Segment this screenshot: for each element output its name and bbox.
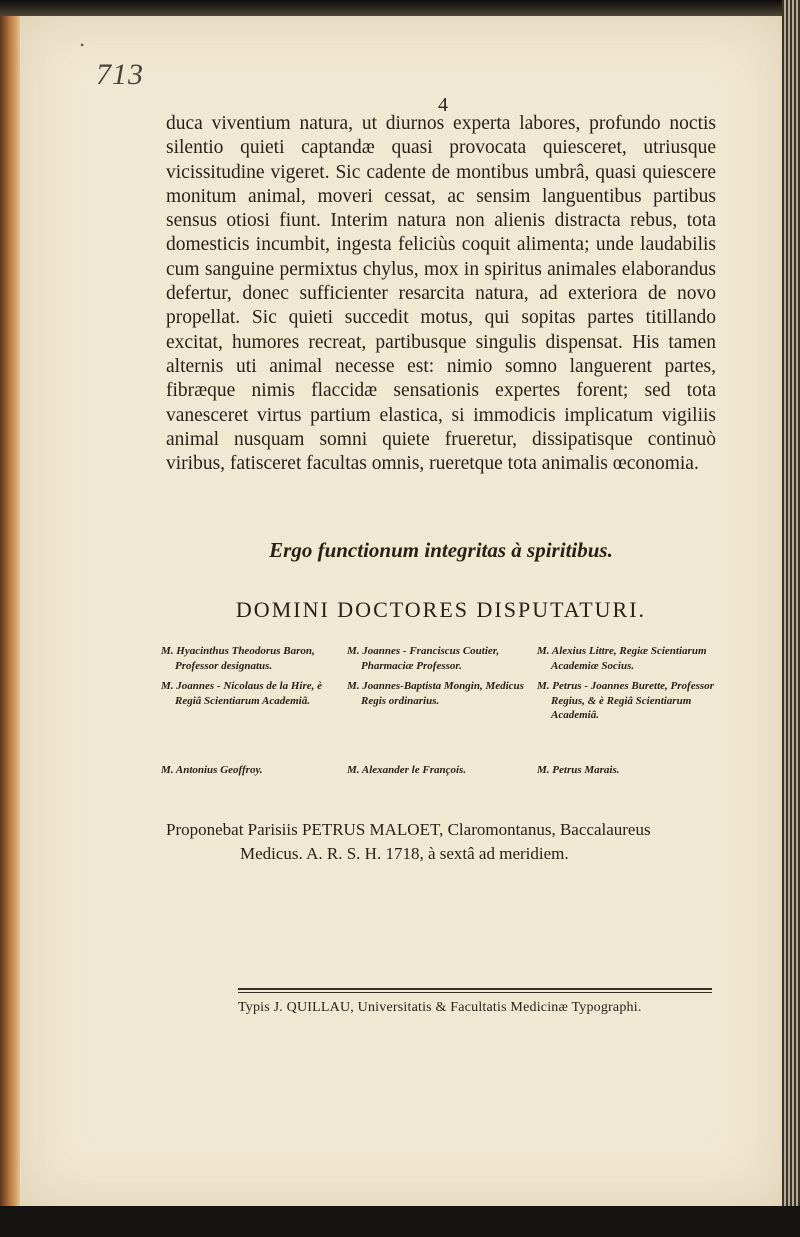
separator-rule (238, 988, 712, 990)
main-paragraph (166, 112, 716, 476)
doctor-entry: M. Joannes-Baptista Mongin, Medicus Regis ordinarius. (347, 680, 524, 707)
page-bottom-edge (0, 1206, 800, 1237)
doctor-entry: M. Hyacinthus Theodorus Baron, Professor designatus. (161, 645, 315, 672)
book-binding (0, 0, 22, 1237)
doctores-list (161, 644, 726, 729)
doctores-column-1 (161, 644, 347, 729)
doctor-entry: M. Joannes - Nicolaus de la Hire, è Regiâ Scientiarum Academiâ. (161, 680, 323, 707)
handwritten-folio: 713 (96, 58, 144, 91)
doctor-entry: M. Petrus - Joannes Burette, Professor Regius, & è Regiâ Scientiarum Academiâ. (537, 680, 714, 721)
doctores-column-2 (347, 644, 537, 729)
doctores-column-3 (537, 644, 726, 729)
paragraph-text: duca viventium natura, ut diurnos experta labores, profundo noctis silentio quieti captandæ quasi provocata quiesceret, utriusque vicissitudine vigeret. Sic cadente de montibus umbrâ, quasi quiescere monitum animal, moveri cessat, ac sensim languentibus partibus sensus otiosi fiunt. Interim natura non alienis distracta rebus, tota domesticis incumbit, ingesta feliciùs coquit alimenta; unde laudabilis cum sanguine permixtus chylus, mox in spiritus animales elaborandus defertur, donec sufficienter resarcita natura, ad exteriora de novo propellat. Sic quieti succedit motus, qui sopitas partes titillando excitat, humores recreat, partibusque singulis dispensat. His tamen alternis uti animal necesse est: nimio somno languerent partes, fibræque nimis flaccidæ sensationis expertes forent; sed tota vanesceret virtus partium elastica, si immodicis implicatum vigiliis animal nusquam somni quiete frueretur, dissipatisque continuò viribus, fatisceret facultas omnis, rueretque tota animalis œconomia. (166, 113, 716, 475)
doctores-heading: DOMINI DOCTORES DISPUTATURI. (235, 597, 647, 622)
proponebat-line-2: Medicus. A. R. S. H. 1718, à sextâ ad meridiem. (240, 844, 569, 863)
doctor-entry: M. Alexius Littre, Regiæ Scientiarum Academiæ Socius. (537, 645, 707, 672)
doctor-entry: M. Antonius Geoffroy. (161, 764, 263, 776)
ink-mark: • (80, 38, 85, 52)
separator-rule-thin (238, 992, 712, 993)
doctor-entry: M. Petrus Marais. (537, 764, 620, 776)
printer-imprint: Typis J. QUILLAU, Universitatis & Facultatis Medicinæ Typographi. (238, 1000, 642, 1015)
conclusion-line: Ergo functionum integritas à spiritibus. (269, 538, 613, 562)
doctor-entry: M. Joannes - Franciscus Coutier, Pharmaciæ Professor. (347, 645, 500, 672)
proponebat-block (166, 818, 718, 866)
doctor-entry: M. Alexander le François. (347, 764, 467, 776)
page-top-edge (0, 0, 800, 16)
proponebat-line-1: Proponebat Parisiis PETRUS MALOET, Claromontanus, Baccalaureus (166, 820, 651, 839)
doctores-bottom-row (161, 764, 726, 776)
page-number: 4 (438, 94, 448, 116)
page-fore-edge (782, 0, 800, 1237)
